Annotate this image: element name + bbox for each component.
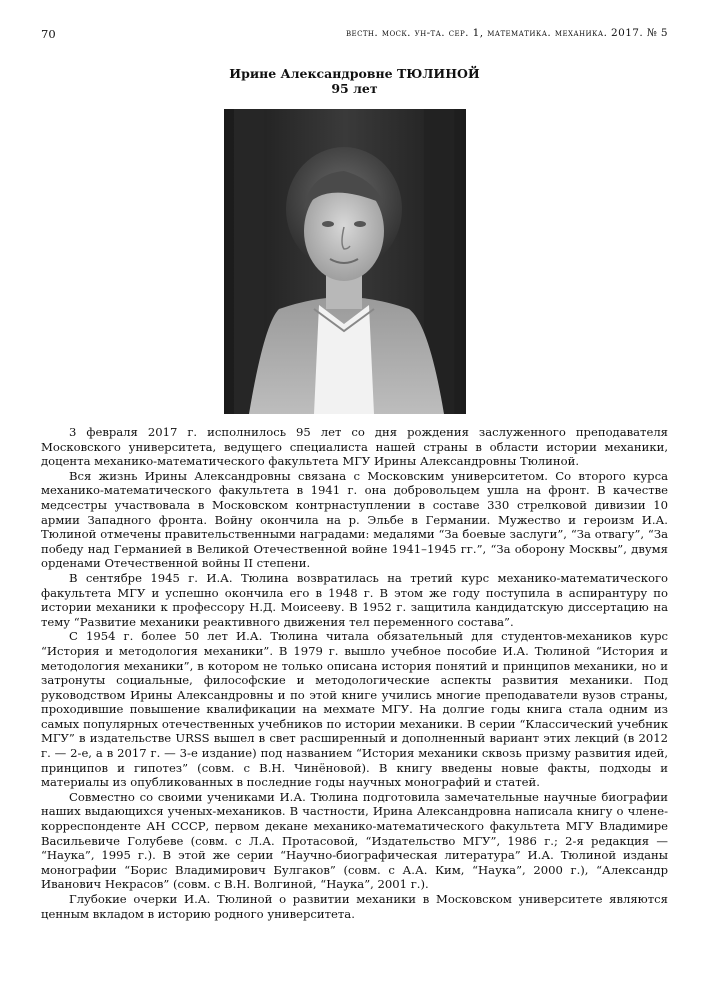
title-name: Ирине Александровне ТЮЛИНОЙ [229, 66, 480, 81]
page-number: 70 [41, 27, 56, 41]
portrait-photo [224, 109, 466, 414]
portrait-illustration [224, 109, 466, 414]
paragraph: Глубокие очерки И.А. Тюлиной о развитии механики в Московском университете являются ценным вкладом в историю родного университета. [41, 892, 668, 921]
paragraph: Совместно со своими учениками И.А. Тюлина подготовила замечательные научные биографии наших выдающихся ученых-механиков. В частности, Ирина Александровна написала книгу о члене-корреспонденте АН СССР, первом декане механико-математического факультета МГУ Владимире Васильевиче Голубеве (совм. с Л.А. Протасовой, “Издательство МГУ”, 1986 г.; 2-я редакция — “Наука”, 1995 г.). В этой же серии “Научно-биографическая литература” И.А. Тюлиной изданы монографии “Борис Владимирович Булгаков” (совм. с А.А. Ким, “Наука”, 2000 г.), “Александр Иванович Некрасов” (совм. с В.Н. Волгиной, “Наука”, 2001 г.). [41, 789, 668, 892]
article-body [41, 425, 668, 921]
article-title [0, 66, 709, 96]
running-head: вестн. моск. ун-та. сер. 1, математика. механика. 2017. № 5 [346, 27, 668, 39]
paragraph: 3 февраля 2017 г. исполнилось 95 лет со дня рождения заслуженного преподавателя Московского университета, ведущего специалиста нашей страны в области истории механики, доцента механико-математического факультета МГУ Ирины Александровны Тюлиной. [41, 425, 668, 469]
title-anniversary: 95 лет [331, 81, 378, 96]
paragraph: Вся жизнь Ирины Александровны связана с Московским университетом. Со второго курса механико-математического факультета в 1941 г. она добровольцем ушла на фронт. В качестве медсестры участвовала в Московском контрнаступлении в составе 330 стрелковой дивизии 10 армии Западного фронта. Войну окончила на р. Эльбе в Германии. Мужество и героизм И.А. Тюлиной отмечены правительственными наградами: медалями “За боевые заслуги”, “За отвагу”, “За победу над Германией в Великой Отечественной войне 1941–1945 гг.”, “За оборону Москвы”, двумя орденами Отечественной войны II степени. [41, 468, 668, 571]
paragraph: В сентябре 1945 г. И.А. Тюлина возвратилась на третий курс механико-математического факультета МГУ и успешно окончила его в 1948 г. В этом же году поступила в аспирантуру по истории механики к профессору Н.Д. Моисееву. В 1952 г. защитила кандидатскую диссертацию на тему “Развитие механики реактивного движения тел переменного состава”. [41, 570, 668, 629]
page-header [41, 27, 668, 43]
paragraph: С 1954 г. более 50 лет И.А. Тюлина читала обязательный для студентов-механиков курс “История и методология механики”. В 1979 г. вышло учебное пособие И.А. Тюлиной “История и методология механики”, в котором не только описана история понятий и принципов механики, но и затронуты социальные, философские и методологические аспекты развития механики. Под руководством Ирины Александровны и по этой книге учились многие преподаватели вузов страны, проходившие повышение квалификации на мехмате МГУ. На долгие годы книга стала одним из самых популярных отечественных учебников по истории механики. В серии “Классический учебник МГУ” в издательстве URSS вышел в свет расширенный и дополненный вариант этих лекций (в 2012 г. — 2-е, а в 2017 г. — 3-е издание) под названием “История механики сквозь призму развития идей, принципов и гипотез” (совм. с В.Н. Чинёновой). В книгу введены новые факты, подходы и материалы из опубликованных в последние годы научных монографий и статей. [41, 629, 668, 790]
